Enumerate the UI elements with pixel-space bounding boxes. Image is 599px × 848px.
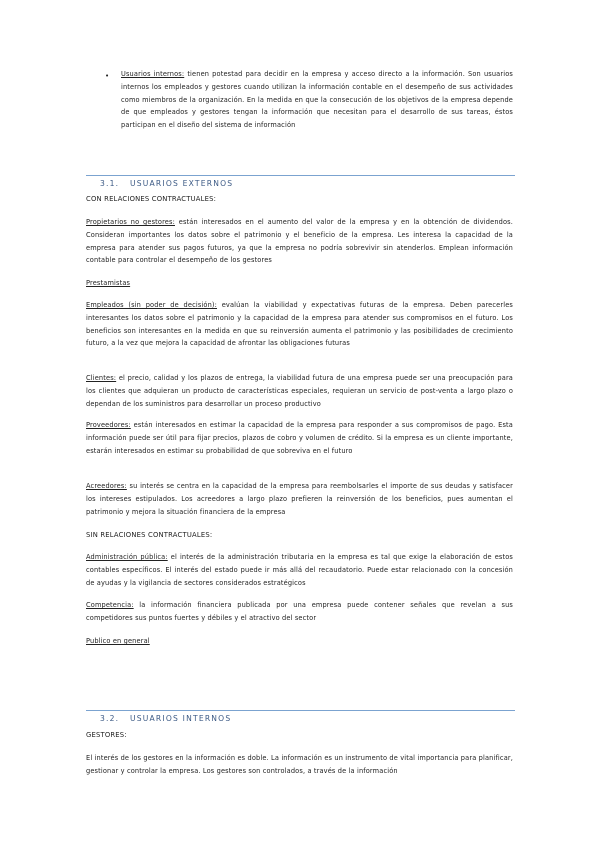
competencia-text: la información financiera publicada por una empresa puede contener señales que revelan a sus competidores sus puntos fuertes y débiles y el atractivo del sector: [86, 601, 513, 622]
empleados-term: Empleados (sin poder de decisión):: [86, 301, 218, 309]
section-3-1-rule: [86, 175, 515, 176]
empleados-paragraph: [86, 299, 513, 350]
administracion-paragraph: [86, 551, 513, 589]
competencia-paragraph: [86, 599, 513, 625]
clientes-text: el precio, calidad y los plazos de entrega, la viabilidad futura de una empresa puede ser una preocupación para los clientes que adquieran un producto de características especiales, requieran un servicio de post-venta a largo plazo o dependan de los suministros para desarrollar un proceso productivo: [86, 374, 513, 408]
proveedores-paragraph: [86, 419, 513, 457]
acreedores-paragraph: [86, 480, 513, 518]
acreedores-term: Acreedores:: [86, 482, 127, 490]
internal-users-term: Usuarios internos:: [121, 70, 185, 78]
acreedores-text: su interés se centra en la capacidad de la empresa para reembolsarles el importe de sus deudas y satisfacer los intereses estipulados. Los acreedores a largo plazo prefieren la reinversión de los beneficios, pues aumentan el patrimonio y mejora la situación financiera de la empresa: [86, 482, 513, 516]
bullet-icon: •: [105, 72, 110, 80]
competencia-term: Competencia:: [86, 601, 134, 609]
section-3-2-number: 3.2.: [100, 714, 120, 723]
section-3-2-rule: [86, 710, 515, 711]
gestores-paragraph: El interés de los gestores en la información es doble. La información es un instrumento de vital importancia para planificar, gestionar y controlar la empresa. Los gestores son controlados, a través de la información: [86, 754, 513, 775]
propietarios-text: están interesados en el aumento del valor de la empresa y en la obtención de dividendos. Consideran importantes los datos sobre el patrimonio y el beneficio de la empresa. Les interesa la capacidad de la empresa para atender sus pagos futuros, ya que la empresa no podría sobrevivir sin atenderlos. Emplean información contable para controlar el desempeño de los gestores: [86, 218, 513, 265]
section-3-1-number: 3.1.: [100, 179, 120, 188]
internal-users-text: tienen potestad para decidir en la empresa y acceso directo a la información. Son usuarios internos los empleados y gestores cuando utilizan la información contable en el desempeño de sus actividades como miembros de la organización. En la medida en que la consecución de los objetivos de la empresa depende de que empleados y gestores tengan la información que necesitan para el desarrollo de sus tareas, éstos participan en el diseño del sistema de información: [121, 70, 513, 130]
internal-users-paragraph: [121, 68, 513, 132]
section-3-1-title: USUARIOS EXTERNOS: [130, 179, 234, 188]
proveedores-term: Proveedores:: [86, 421, 131, 429]
empleados-text: evalúan la viabilidad y expectativas futuras de la empresa. Deben parecerles interesantes los datos sobre el patrimonio y la capacidad de la empresa para atender sus compromisos en el futuro. Los beneficios son interesantes en la medida en que su reinversión aumenta el patrimonio y las posibilidades de crecimiento futuro, a la vez que mejora la capacidad de afrontar las obligaciones futuras: [86, 301, 513, 348]
proveedores-text: están interesados en estimar la capacidad de la empresa para responder a sus compromisos de pago. Esta información puede ser útil para fijar precios, plazos de cobro y volumen de crédito. Si la empresa es un cliente importante, estarán interesados en estimar su probabilidad de que sobreviva en el futuro: [86, 421, 513, 455]
sin-relaciones-label: SIN RELACIONES CONTRACTUALES:: [86, 531, 213, 539]
section-3-2-title: USUARIOS INTERNOS: [130, 714, 232, 723]
administracion-text: el interés de la administración tributaria en la empresa es tal que exige la elaboración de estos contables específicos. El interés del estado puede ir más allá del recaudatorio. Puede estar relacionado con la concesión de ayudas y la vigilancia de sectores considerados estratégicos: [86, 553, 514, 587]
administracion-term: Administración pública:: [86, 553, 168, 561]
section-3-1-heading: [100, 179, 233, 188]
section-3-2-heading: [100, 714, 231, 723]
gestores-label: GESTORES:: [86, 731, 127, 739]
publico-general-label: Publico en general: [86, 637, 150, 645]
clientes-term: Clientes:: [86, 374, 117, 382]
propietarios-term: Propietarios no gestores:: [86, 218, 175, 226]
con-relaciones-label: CON RELACIONES CONTRACTUALES:: [86, 195, 217, 203]
clientes-paragraph: [86, 372, 513, 410]
propietarios-paragraph: [86, 216, 513, 267]
prestamistas-label: Prestamistas: [86, 279, 131, 287]
